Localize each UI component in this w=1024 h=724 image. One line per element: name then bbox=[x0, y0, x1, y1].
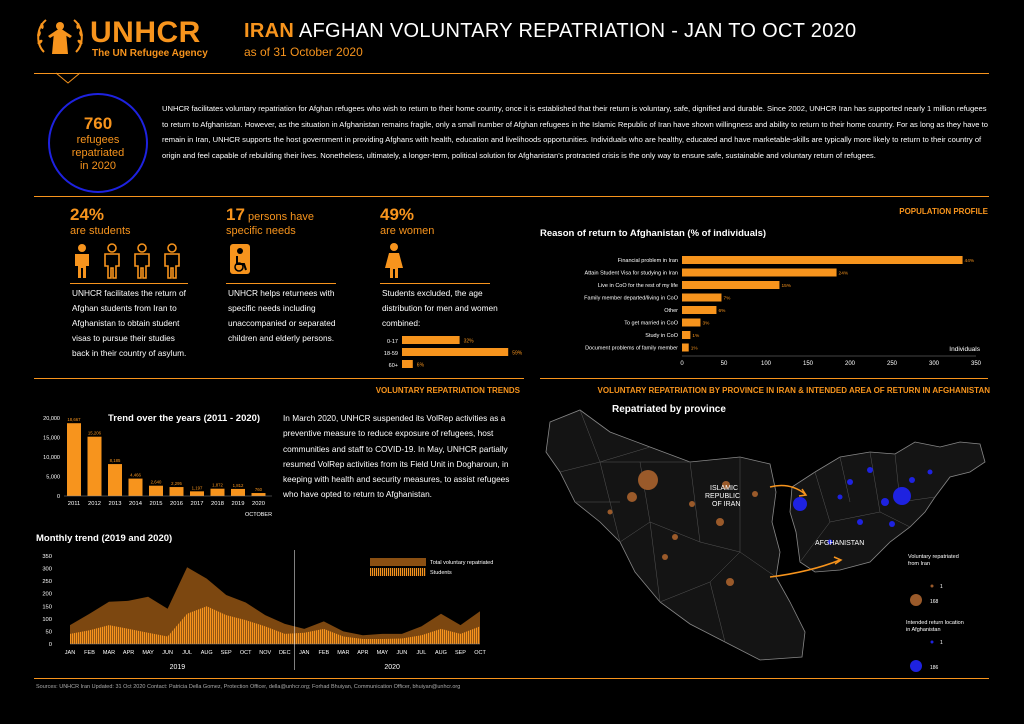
age-value-label: 6% bbox=[416, 362, 425, 369]
yearly-value-label: 18,667 bbox=[67, 417, 81, 423]
monthly-y-tick: 250 bbox=[42, 579, 52, 586]
yearly-x-tick: 2014 bbox=[129, 501, 142, 507]
laurel-person-icon bbox=[34, 14, 86, 58]
title-rest: AFGHAN VOLUNTARY REPATRIATION - JAN TO OCT 2020 bbox=[294, 20, 857, 42]
legend-students-label: Students bbox=[430, 570, 452, 576]
reason-value-label: 24% bbox=[838, 271, 849, 277]
reason-x-tick: 250 bbox=[886, 361, 898, 367]
footer-text: Sources: UNHCR Iran Updated: 31 Oct 2020 Contact: Patricia Della Gomez, Protection Officer, della@unhcr.org; Forhad Bhuiyan, Communication Officer, bhuiyan@unhcr.org bbox=[36, 684, 461, 690]
reason-category-label: Study in CoO bbox=[645, 333, 678, 339]
age-label: 60+ bbox=[388, 363, 398, 369]
reason-chart-title: Reason of return to Afghanistan (% of individuals) bbox=[540, 228, 767, 239]
monthly-x-tick: APR bbox=[122, 650, 135, 656]
yearly-x-tick: 2020 bbox=[252, 501, 265, 507]
students-label: are students bbox=[70, 225, 131, 237]
highlight-label-3: in 2020 bbox=[79, 159, 117, 172]
student-outline-icon bbox=[105, 244, 119, 278]
monthly-x-tick: JUN bbox=[396, 650, 408, 656]
map-label-iran: ISLAMIC REPUBLIC OF IRAN bbox=[705, 485, 741, 508]
students-text: UNHCR facilitates the return of Afghan students from Iran to Afghanistan to obtain student visas to pursue their studies back in their country of asylum. bbox=[72, 288, 187, 358]
monthly-trend-chart bbox=[34, 548, 524, 674]
students-stat bbox=[70, 205, 200, 237]
page-title bbox=[244, 20, 856, 43]
yearly-value-label: 8,185 bbox=[109, 458, 121, 464]
monthly-y-tick: 150 bbox=[42, 604, 52, 611]
yearly-y-tick: 0 bbox=[56, 494, 60, 500]
reason-x-axis-label: Individuals bbox=[949, 346, 980, 353]
age-value-label: 59% bbox=[512, 350, 523, 357]
monthly-x-tick: NOV bbox=[259, 650, 272, 656]
yearly-x-tick: 2015 bbox=[149, 501, 163, 507]
highlight-label-1: refugees bbox=[76, 133, 120, 146]
legend-iran-large: 168 bbox=[930, 599, 939, 605]
specific-needs-label: specific needs bbox=[226, 225, 296, 237]
age-distribution-chart bbox=[380, 334, 523, 372]
monthly-y-tick: 350 bbox=[42, 554, 52, 560]
yearly-bar bbox=[190, 491, 204, 496]
reason-bar bbox=[682, 319, 700, 327]
women-label: are women bbox=[380, 225, 435, 237]
reason-category-label: To get married in CoO bbox=[624, 320, 678, 327]
reason-value-label: 15% bbox=[781, 284, 792, 289]
student-outline-icon bbox=[135, 244, 149, 278]
reason-x-tick: 100 bbox=[760, 361, 772, 367]
reason-value-label: 3% bbox=[702, 321, 710, 327]
specific-needs-value: 17 bbox=[226, 205, 245, 224]
yearly-bar bbox=[231, 489, 245, 496]
reason-x-tick: 350 bbox=[970, 361, 982, 367]
yearly-trend-chart bbox=[34, 412, 280, 522]
women-text: Students excluded, the age distribution for men and women combined: bbox=[382, 288, 498, 328]
monthly-y-tick: 0 bbox=[48, 642, 52, 648]
yearly-value-label: 1,812 bbox=[232, 482, 244, 488]
reason-x-tick: 50 bbox=[720, 361, 728, 367]
reason-category-label: Family member departed/living in CoO bbox=[584, 295, 678, 302]
women-underline bbox=[380, 283, 490, 284]
map-subtitle: Repatriated by province bbox=[612, 404, 726, 415]
monthly-x-tick: MAY bbox=[142, 650, 154, 656]
legend-afg-large: 186 bbox=[930, 665, 939, 671]
yearly-value-label: 1,197 bbox=[191, 485, 203, 491]
monthly-x-tick: DEC bbox=[278, 650, 291, 656]
yearly-bar bbox=[252, 493, 266, 496]
reason-of-return-chart bbox=[540, 250, 988, 370]
unhcr-logo bbox=[34, 14, 224, 62]
yearly-x-tick: 2012 bbox=[88, 501, 101, 507]
reason-bar bbox=[682, 269, 837, 277]
monthly-x-tick: FEB bbox=[84, 650, 95, 656]
highlight-circle bbox=[48, 93, 148, 193]
divider-notch bbox=[56, 73, 80, 85]
age-bar bbox=[402, 348, 508, 356]
yearly-y-tick: 15,000 bbox=[43, 435, 60, 442]
students-value: 24% bbox=[70, 205, 105, 224]
reason-value-label: 44% bbox=[964, 259, 975, 264]
specific-needs-stat bbox=[226, 205, 366, 237]
yearly-x-tick: 2017 bbox=[190, 501, 204, 507]
yearly-y-tick: 5,000 bbox=[46, 474, 60, 481]
legend-total-label: Total voluntary repatriated bbox=[430, 560, 494, 566]
reason-value-label: 7% bbox=[723, 296, 731, 302]
women-value: 49% bbox=[380, 205, 415, 224]
trends-divider bbox=[34, 378, 524, 379]
yearly-bar bbox=[211, 489, 225, 496]
monthly-x-tick: JUN bbox=[162, 650, 173, 656]
age-bar bbox=[402, 360, 413, 368]
logo-text: UNHCR bbox=[90, 16, 201, 49]
yearly-bar bbox=[129, 479, 143, 496]
monthly-y-tick: 100 bbox=[42, 616, 52, 623]
legend-afg-small-dot bbox=[931, 641, 934, 644]
monthly-x-tick: AUG bbox=[434, 650, 447, 656]
reason-x-tick: 150 bbox=[802, 361, 814, 367]
monthly-y-tick: 200 bbox=[42, 591, 52, 598]
reason-bar bbox=[682, 306, 716, 314]
women-stat bbox=[380, 205, 520, 237]
yearly-value-label: 1,872 bbox=[212, 482, 223, 488]
monthly-x-tick: SEP bbox=[454, 650, 466, 656]
reason-bar bbox=[682, 344, 689, 352]
highlight-number: 760 bbox=[83, 113, 113, 133]
monthly-x-tick: JUL bbox=[182, 650, 193, 656]
reason-bar bbox=[682, 294, 721, 302]
reason-x-tick: 300 bbox=[928, 361, 940, 367]
intro-text: UNHCR facilitates voluntary repatriation for Afghan refugees who wish to return to their home country, once it is established that their return is voluntary, safe, dignified and durable. Since 2002, UNHCR Iran has supported nearly 1 million refugees to return to Afghanistan. However, as the situation in Afghanistan remains fragile, only a small number of Afghan refugees in the Islamic Republic of Iran have shown willingness and ability to return to their home country. For as long as they have to remain in Iran, UNHCR supports the host government in providing Afghans with health, education and livelihoods opportunities. Individuals who are healthy, educated and have marketable-skills are typically more likely to return to their country of origin and feel capable of rebuilding their lives. Nonetheless, ultimately, a longer-term, political solution for Afghanistan's protracted crisis is the only way to ensure safe, sustainable and voluntary return of refugees. bbox=[162, 104, 988, 160]
logo-subtitle: The UN Refugee Agency bbox=[92, 48, 208, 59]
reason-category-label: Other bbox=[664, 308, 678, 314]
year-label-2020: 2020 bbox=[384, 664, 400, 671]
yearly-x-tick: 2019 bbox=[231, 501, 245, 507]
legend-iran-small: 1 bbox=[940, 584, 943, 590]
yearly-bar bbox=[67, 423, 81, 496]
reason-bar bbox=[682, 331, 690, 339]
specific-needs-text: UNHCR helps returnees with specific needs including unaccompanied or separated children and elderly persons. bbox=[228, 288, 336, 343]
reason-x-tick: 0 bbox=[680, 361, 684, 367]
yearly-bar bbox=[108, 464, 122, 496]
monthly-x-tick: OCT bbox=[474, 650, 486, 656]
reason-bar bbox=[682, 281, 779, 289]
reason-category-label: Financial problem in Iran bbox=[617, 258, 678, 264]
monthly-x-tick: AUG bbox=[200, 650, 213, 656]
monthly-x-tick: MAR bbox=[337, 650, 350, 656]
yearly-value-label: 2,640 bbox=[150, 479, 162, 485]
yearly-x-tick: 2018 bbox=[211, 501, 224, 507]
title-country: IRAN bbox=[244, 20, 295, 42]
yearly-x-tick: 2016 bbox=[170, 501, 183, 507]
age-label: 0-17 bbox=[386, 339, 398, 345]
legend-afg-large-dot bbox=[910, 660, 922, 672]
page-subtitle: as of 31 October 2020 bbox=[244, 45, 363, 59]
monthly-x-tick: FEB bbox=[318, 650, 330, 656]
yearly-chart-title: Trend over the years (2011 - 2020) bbox=[108, 413, 261, 424]
student-figure-icon bbox=[75, 244, 89, 278]
yearly-bar bbox=[88, 437, 102, 496]
trends-text: In March 2020, UNHCR suspended its VolRep activities as a preventive measure to reduce exposure of refugees, host communities and staff to COVID-19. In May, UNHCR partially resumed VolRep activities from its Field Unit in Dogharoun, in keeping with health and security measures, to assist refugees who have opted to return to Afghanistan. bbox=[283, 413, 510, 500]
trends-heading: VOLUNTARY REPATRIATION TRENDS bbox=[375, 386, 520, 395]
reason-value-label: 1% bbox=[690, 346, 698, 352]
woman-icon bbox=[384, 242, 404, 280]
reason-bar bbox=[682, 256, 963, 264]
year-label-2019: 2019 bbox=[169, 664, 186, 671]
legend-afg-small: 1 bbox=[940, 640, 943, 646]
reason-value-label: 6% bbox=[718, 309, 726, 314]
section-divider bbox=[34, 196, 989, 197]
yearly-note: OCTOBER bbox=[244, 512, 273, 518]
yearly-y-tick: 20,000 bbox=[43, 416, 60, 422]
monthly-x-tick: JAN bbox=[299, 650, 310, 656]
legend-total-swatch bbox=[370, 558, 426, 566]
age-label: 18-59 bbox=[383, 351, 398, 357]
monthly-y-tick: 300 bbox=[42, 566, 52, 573]
repatriation-map bbox=[540, 402, 990, 674]
monthly-x-tick: APR bbox=[357, 650, 369, 656]
legend-iran-large-dot bbox=[910, 594, 922, 606]
legend-iran-small-dot bbox=[931, 585, 934, 588]
needs-underline bbox=[226, 283, 336, 284]
age-bar bbox=[402, 336, 460, 344]
header-divider bbox=[34, 73, 989, 74]
monthly-x-tick: JUL bbox=[416, 650, 427, 656]
monthly-x-tick: OCT bbox=[239, 650, 252, 656]
afghanistan-outline bbox=[790, 442, 985, 572]
student-outline-icon bbox=[165, 244, 179, 278]
highlight-label-2: repatriated bbox=[71, 146, 125, 159]
yearly-value-label: 760 bbox=[254, 487, 263, 493]
yearly-y-tick: 10,000 bbox=[43, 455, 60, 461]
monthly-x-tick: JAN bbox=[64, 650, 76, 656]
reason-category-label: Attain Student Visa for studying in Iran bbox=[584, 270, 678, 277]
reason-value-label: 1% bbox=[692, 334, 700, 339]
footer-divider bbox=[34, 678, 989, 679]
yearly-x-tick: 2011 bbox=[67, 501, 81, 507]
wheelchair-icon bbox=[228, 242, 254, 278]
monthly-chart-title: Monthly trend (2019 and 2020) bbox=[36, 533, 173, 544]
students-icons bbox=[70, 242, 186, 280]
legend-students-swatch bbox=[370, 568, 426, 576]
yearly-value-label: 2,295 bbox=[171, 481, 182, 487]
students-underline bbox=[70, 283, 188, 284]
reason-x-tick: 200 bbox=[844, 361, 856, 367]
map-label-afghanistan: AFGHANISTAN bbox=[815, 540, 865, 547]
population-profile-heading: POPULATION PROFILE bbox=[899, 207, 988, 216]
reason-category-label: Live in CoO for the rest of my life bbox=[597, 283, 678, 289]
legend-iran-title: Voluntary repatriated from Iran bbox=[908, 554, 959, 567]
map-heading: VOLUNTARY REPATRIATION BY PROVINCE IN IRAN & INTENDED AREA OF RETURN IN AFGHANISTAN bbox=[597, 386, 990, 395]
reason-category-label: Document problems of family member bbox=[585, 345, 678, 352]
map-divider bbox=[540, 378, 988, 379]
yearly-bar bbox=[149, 486, 163, 496]
monthly-x-tick: SEP bbox=[220, 650, 232, 656]
monthly-y-tick: 50 bbox=[45, 629, 52, 636]
monthly-x-tick: MAR bbox=[102, 650, 116, 656]
specific-needs-suffix: persons have bbox=[244, 211, 315, 223]
legend-afg-title: Intended return location in Afghanistan bbox=[906, 620, 964, 633]
yearly-bar bbox=[170, 487, 184, 496]
yearly-value-label: 4,466 bbox=[130, 472, 141, 478]
age-value-label: 32% bbox=[463, 338, 474, 345]
yearly-x-tick: 2013 bbox=[108, 501, 122, 507]
monthly-x-tick: MAY bbox=[376, 650, 389, 656]
yearly-value-label: 15,206 bbox=[87, 430, 102, 436]
